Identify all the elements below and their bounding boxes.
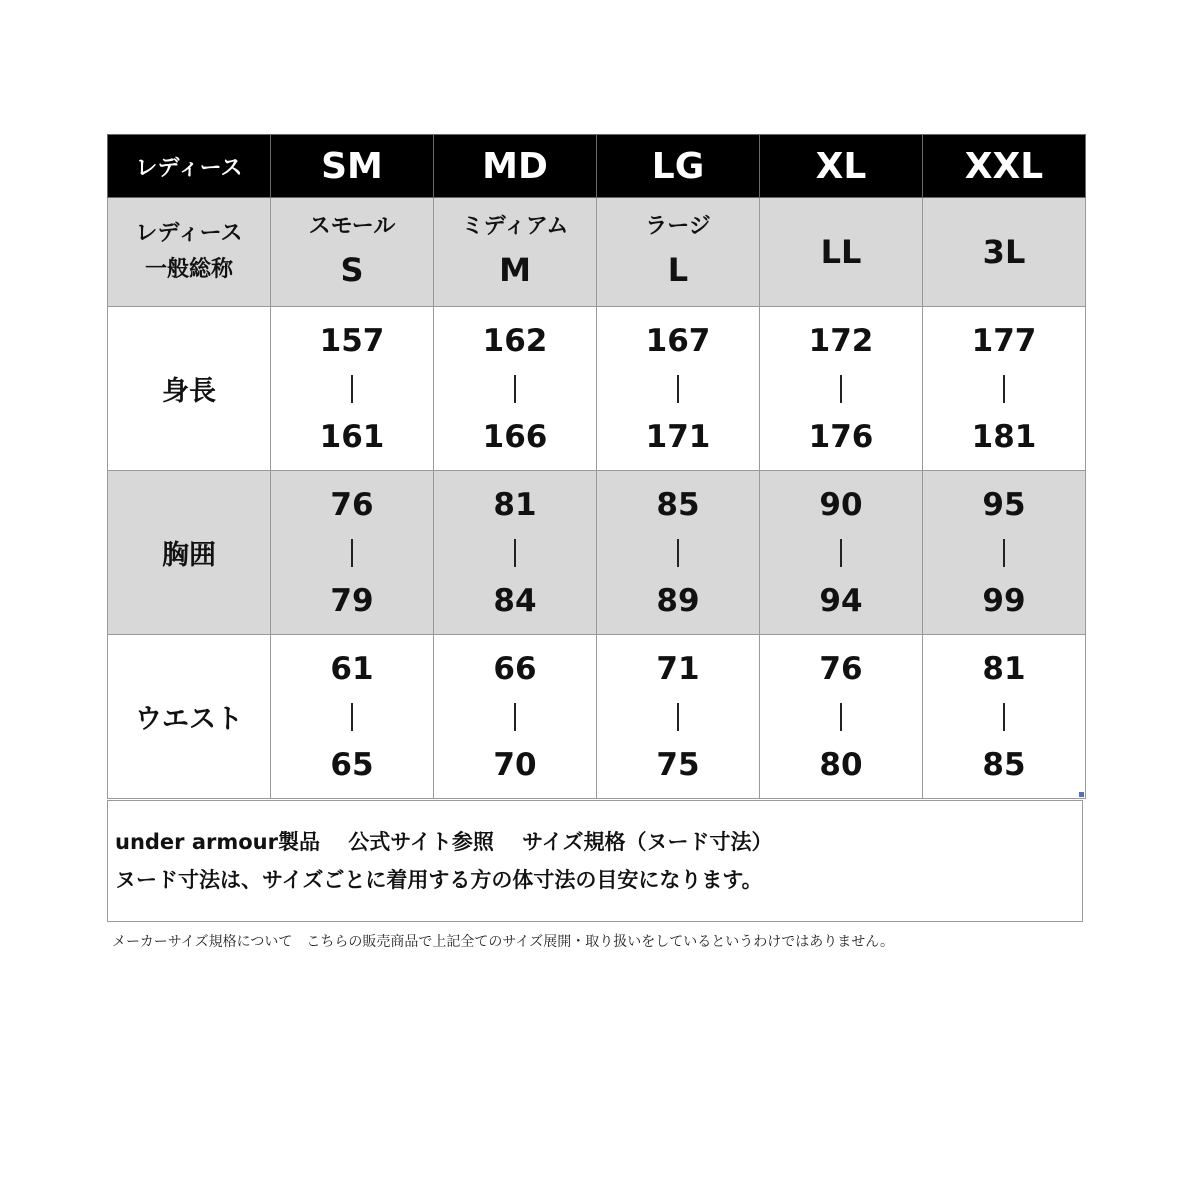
range-cell bbox=[434, 471, 597, 635]
range-max: 89 bbox=[656, 582, 700, 619]
general-size-row bbox=[108, 198, 1086, 307]
range-min: 66 bbox=[493, 650, 537, 687]
range-max: 181 bbox=[971, 418, 1037, 455]
range-max: 75 bbox=[656, 746, 700, 783]
source-note-line2: ヌード寸法は、サイズごとに着用する方の体寸法の目安になります。 bbox=[115, 868, 763, 892]
range-cell bbox=[923, 635, 1086, 799]
general-size-letter: 3L bbox=[982, 233, 1026, 271]
range-max: 65 bbox=[330, 746, 374, 783]
range-cell bbox=[271, 307, 434, 471]
footer-disclaimer: メーカーサイズ規格について こちらの販売商品で上記全てのサイズ展開・取り扱いをしているというわけではありません。 bbox=[112, 934, 895, 950]
range-max: 94 bbox=[819, 582, 863, 619]
range-min: 76 bbox=[330, 486, 374, 523]
size-header-row bbox=[108, 135, 1086, 198]
range-max: 84 bbox=[493, 582, 537, 619]
source-note-line1: under armour製品 公式サイト参照 サイズ規格（ヌード寸法） bbox=[115, 830, 773, 854]
range-min: 167 bbox=[645, 322, 711, 359]
range-min: 157 bbox=[319, 322, 385, 359]
size-header-lg: LG bbox=[597, 135, 760, 198]
range-min: 81 bbox=[982, 650, 1026, 687]
range-separator bbox=[840, 539, 842, 567]
range-max: 85 bbox=[982, 746, 1026, 783]
general-label-line2: 一般総称 bbox=[144, 257, 233, 282]
range-separator bbox=[1003, 375, 1005, 403]
range-cell bbox=[271, 471, 434, 635]
range-max: 79 bbox=[330, 582, 374, 619]
general-size-cell bbox=[597, 198, 760, 307]
range-cell bbox=[760, 471, 923, 635]
range-min: 172 bbox=[808, 322, 874, 359]
range-cell bbox=[760, 307, 923, 471]
range-cell bbox=[597, 635, 760, 799]
size-header-md: MD bbox=[434, 135, 597, 198]
general-size-kana: ミディアム bbox=[461, 214, 569, 239]
general-size-cell bbox=[434, 198, 597, 307]
range-cell bbox=[597, 471, 760, 635]
range-min: 162 bbox=[482, 322, 548, 359]
size-header-xl: XL bbox=[760, 135, 923, 198]
range-cell bbox=[760, 635, 923, 799]
range-min: 95 bbox=[982, 486, 1026, 523]
source-note-box bbox=[107, 800, 1083, 922]
measure-row-bust bbox=[108, 471, 1086, 635]
general-label-line1: レディース bbox=[135, 221, 243, 246]
range-max: 171 bbox=[645, 418, 711, 455]
range-max: 80 bbox=[819, 746, 863, 783]
range-separator bbox=[351, 375, 353, 403]
range-cell bbox=[597, 307, 760, 471]
row-label-waist: ウエスト bbox=[108, 635, 271, 799]
range-separator bbox=[840, 703, 842, 731]
general-size-letter: S bbox=[340, 251, 364, 289]
range-min: 85 bbox=[656, 486, 700, 523]
range-separator bbox=[677, 375, 679, 403]
row-label-height: 身長 bbox=[108, 307, 271, 471]
corner-label: レディース bbox=[108, 135, 271, 198]
range-separator bbox=[351, 703, 353, 731]
row-label-bust: 胸囲 bbox=[108, 471, 271, 635]
measure-row-waist bbox=[108, 635, 1086, 799]
size-header-sm: SM bbox=[271, 135, 434, 198]
range-cell bbox=[434, 307, 597, 471]
range-cell bbox=[923, 471, 1086, 635]
range-min: 177 bbox=[971, 322, 1037, 359]
range-cell bbox=[434, 635, 597, 799]
range-separator bbox=[514, 703, 516, 731]
general-size-letter: LL bbox=[820, 233, 862, 271]
general-size-label bbox=[108, 198, 271, 307]
range-separator bbox=[1003, 703, 1005, 731]
general-size-letter: L bbox=[667, 251, 689, 289]
range-separator bbox=[677, 703, 679, 731]
range-max: 176 bbox=[808, 418, 874, 455]
general-size-cell bbox=[271, 198, 434, 307]
size-header-xxl: XXL bbox=[923, 135, 1086, 198]
range-max: 166 bbox=[482, 418, 548, 455]
general-size-letter: M bbox=[499, 251, 531, 289]
range-separator bbox=[1003, 539, 1005, 567]
range-separator bbox=[840, 375, 842, 403]
general-size-cell bbox=[923, 198, 1086, 307]
general-size-kana: ラージ bbox=[645, 214, 711, 239]
general-size-kana: スモール bbox=[308, 214, 396, 239]
range-separator bbox=[677, 539, 679, 567]
range-separator bbox=[514, 539, 516, 567]
range-separator bbox=[514, 375, 516, 403]
range-max: 99 bbox=[982, 582, 1026, 619]
range-cell bbox=[271, 635, 434, 799]
range-cell bbox=[923, 307, 1086, 471]
range-min: 81 bbox=[493, 486, 537, 523]
measure-row-height bbox=[108, 307, 1086, 471]
range-separator bbox=[351, 539, 353, 567]
range-max: 161 bbox=[319, 418, 385, 455]
range-max: 70 bbox=[493, 746, 537, 783]
range-min: 76 bbox=[819, 650, 863, 687]
size-chart-table bbox=[107, 134, 1086, 799]
range-min: 61 bbox=[330, 650, 374, 687]
corner-marker bbox=[1079, 792, 1084, 797]
range-min: 90 bbox=[819, 486, 863, 523]
range-min: 71 bbox=[656, 650, 700, 687]
general-size-cell bbox=[760, 198, 923, 307]
